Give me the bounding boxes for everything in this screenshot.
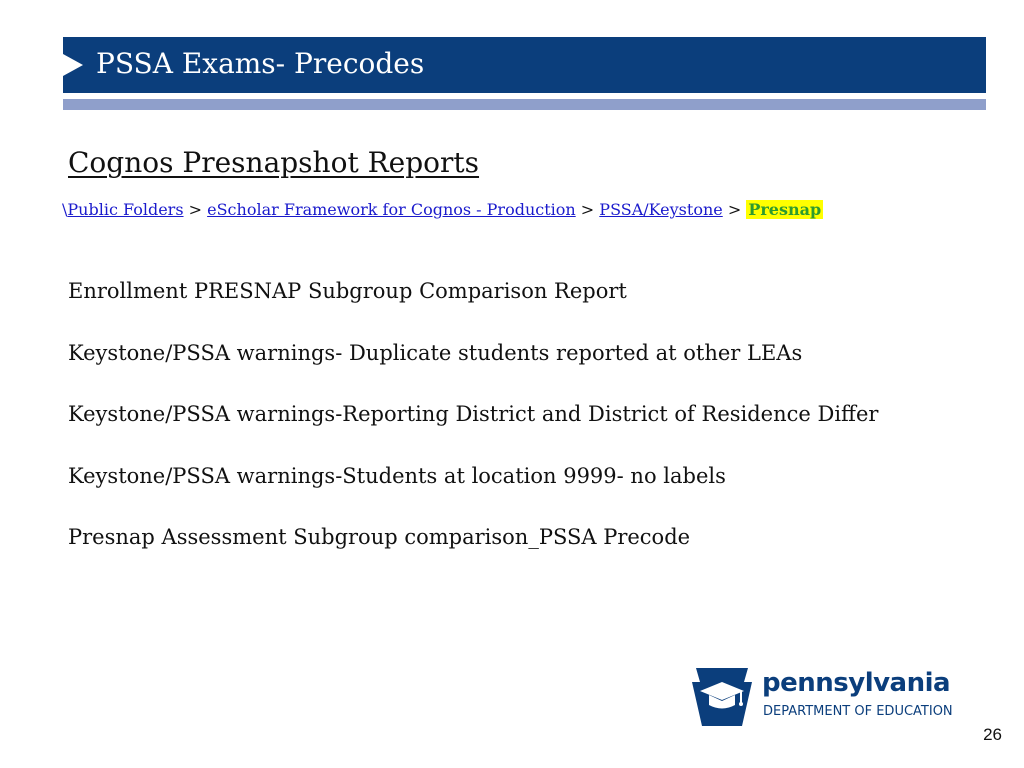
breadcrumb-separator: >	[580, 200, 595, 219]
breadcrumb-separator: >	[188, 200, 203, 219]
breadcrumb-link-public-folders[interactable]: Public Folders	[67, 200, 184, 219]
report-item-district-differ: Keystone/PSSA warnings-Reporting District and District of Residence Differ	[68, 402, 879, 426]
title-banner	[63, 37, 986, 93]
title-stripe	[63, 99, 986, 110]
report-item-assessment-subgroup: Presnap Assessment Subgroup comparison_PSSA Precode	[68, 525, 691, 549]
page-number: 26	[983, 725, 1002, 744]
breadcrumb-link-pssa-keystone[interactable]: PSSA/Keystone	[599, 200, 723, 219]
slide-title: PSSA Exams- Precodes	[96, 47, 425, 80]
breadcrumb-separator: >	[727, 200, 742, 219]
report-item-location-9999: Keystone/PSSA warnings-Students at location 9999- no labels	[68, 463, 726, 488]
breadcrumb-root-backslash: \	[62, 200, 68, 219]
report-list	[68, 275, 878, 583]
arrow-right-icon	[63, 54, 83, 76]
report-item-enrollment-subgroup: Enrollment PRESNAP Subgroup Comparison Report	[68, 279, 627, 303]
breadcrumb	[62, 199, 823, 221]
section-title: Cognos Presnapshot Reports	[68, 146, 480, 179]
keystone-graduation-cap-icon	[690, 664, 754, 730]
pennsylvania-education-logo	[690, 664, 960, 732]
report-item-duplicate-students: Keystone/PSSA warnings- Duplicate students reported at other LEAs	[68, 340, 803, 365]
logo-department: DEPARTMENT OF EDUCATION	[763, 704, 953, 719]
breadcrumb-current-presnap: Presnap	[748, 200, 822, 219]
breadcrumb-link-escholar-framework[interactable]: eScholar Framework for Cognos - Production	[207, 200, 576, 219]
logo-wordmark: pennsylvania	[762, 668, 951, 698]
